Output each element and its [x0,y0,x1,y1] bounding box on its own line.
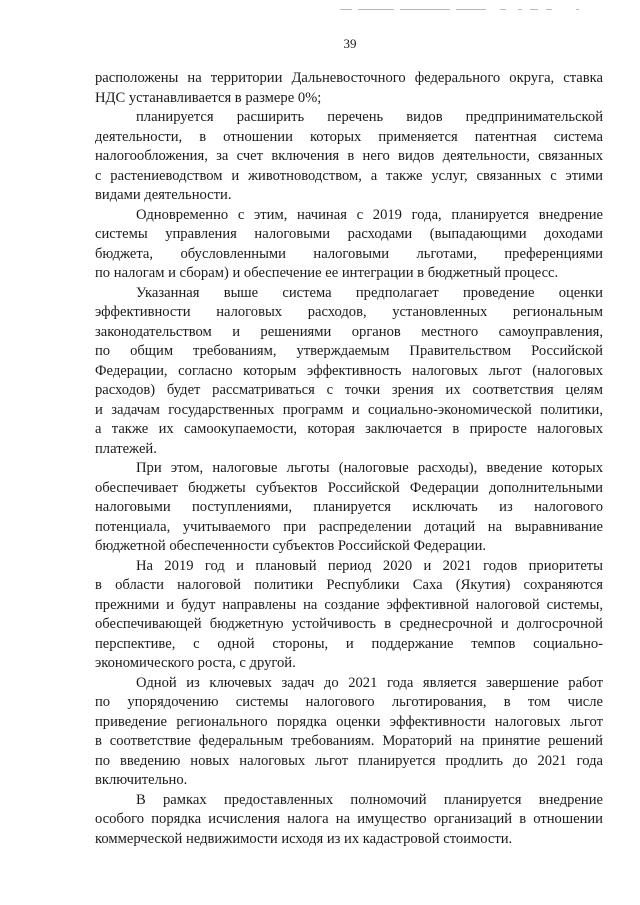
text-line: включительно. [95,772,188,788]
text-line: налоговыми поступлениями, планируется исключать из налогового [95,499,603,515]
text-line: в области налоговой политики Республики Саха (Якутия) сохраняются [95,577,603,593]
text-line: На 2019 год и плановый период 2020 и 2021 годов приоритеты [136,557,603,574]
scan-header-marks [340,9,580,13]
paragraph [95,791,603,850]
page-number: 39 [343,36,357,51]
paragraph [95,69,603,108]
text-line: деятельности, в отношении которых применяется патентная система [95,128,603,145]
paragraph [95,108,603,206]
text-line: законодательством и решениями органов местного самоуправления, [95,323,603,340]
text-line: Одной из ключевых задач до 2021 года является завершение работ [136,674,603,691]
text-line: обеспечивающей бюджетную устойчивость в среднесрочной и долгосрочной [95,616,603,632]
text-line: НДС устанавливается в размере 0%; [95,89,322,106]
text-line: а также их самоокупаемости, которая заключается в приросте налоговых [95,421,603,437]
paragraph [95,206,603,284]
text-line: Указанная выше система предполагает проведение оценки [136,284,603,301]
text-line: В рамках предоставленных полномочий планируется внедрение [136,791,603,808]
document-body [95,69,603,849]
paragraph [95,284,603,460]
text-line: коммерческой недвижимости исходя из их кадастровой стоимости. [95,830,513,847]
text-line: Одновременно с этим, начиная с 2019 года, планируется внедрение [136,206,603,223]
text-line: с растениеводством и животноводством, а также услуг, связанных с этими [95,167,603,184]
text-line: налогообложения, за счет включения в него видов деятельности, связанных [95,148,603,164]
text-line: Федерации, согласно которым эффективность налоговых льгот (налоговых [95,362,603,379]
text-line: обеспечивает бюджеты субъектов Российской Федерации дополнительными [95,479,603,496]
text-line: по упорядочению системы налогового льготирования, в том числе [95,694,603,710]
paragraph [95,459,603,557]
text-line: и задачам государственных программ и социально-экономической политики, [95,401,603,418]
text-line: экономического роста, с другой. [95,655,296,671]
text-line: планируется расширить перечень видов предпринимательской [136,109,603,125]
text-line: перспективе, с одной стороны, и поддержание темпов социально- [95,635,603,652]
text-line: по введению новых налоговых льгот планируется продлить до 2021 года [95,752,603,769]
paragraph [95,557,603,674]
text-line: по общим требованиям, утверждаемым Правительством Российской [95,343,603,359]
text-line: прежними и будут направлены на создание эффективной налоговой системы, [95,596,603,613]
text-line: расположены на территории Дальневосточного федерального округа, ставка [95,70,603,86]
text-line: При этом, налоговые льготы (налоговые расходы), введение которых [136,460,603,476]
text-line: эффективности налоговых расходов, установленных региональным [95,304,603,320]
text-line: расходов) будет рассматриваться с точки зрения их соответствия целям [95,382,603,398]
text-line: видами деятельности. [95,187,232,203]
text-line: бюджетной обеспеченности субъектов Российской Федерации. [95,538,487,554]
text-line: приведение регионального порядка оценки эффективности налоговых льгот [95,713,603,730]
text-line: по налогам и сборам) и обеспечение ее интеграции в бюджетный процесс. [95,265,559,281]
paragraph [95,674,603,791]
text-line: потенциала, учитываемого при распределении дотаций на выравнивание [95,518,603,535]
text-line: платежей. [95,440,157,457]
text-line: в соответствие федеральным требованиям. Мораторий на принятие решений [95,733,603,749]
text-line: бюджета, обусловленными налоговыми льготами, преференциями [95,245,603,262]
text-line: особого порядка исчисления налога на имущество организаций в отношении [95,811,603,827]
text-line: системы управления налоговыми расходами (выпадающими доходами [95,226,603,242]
